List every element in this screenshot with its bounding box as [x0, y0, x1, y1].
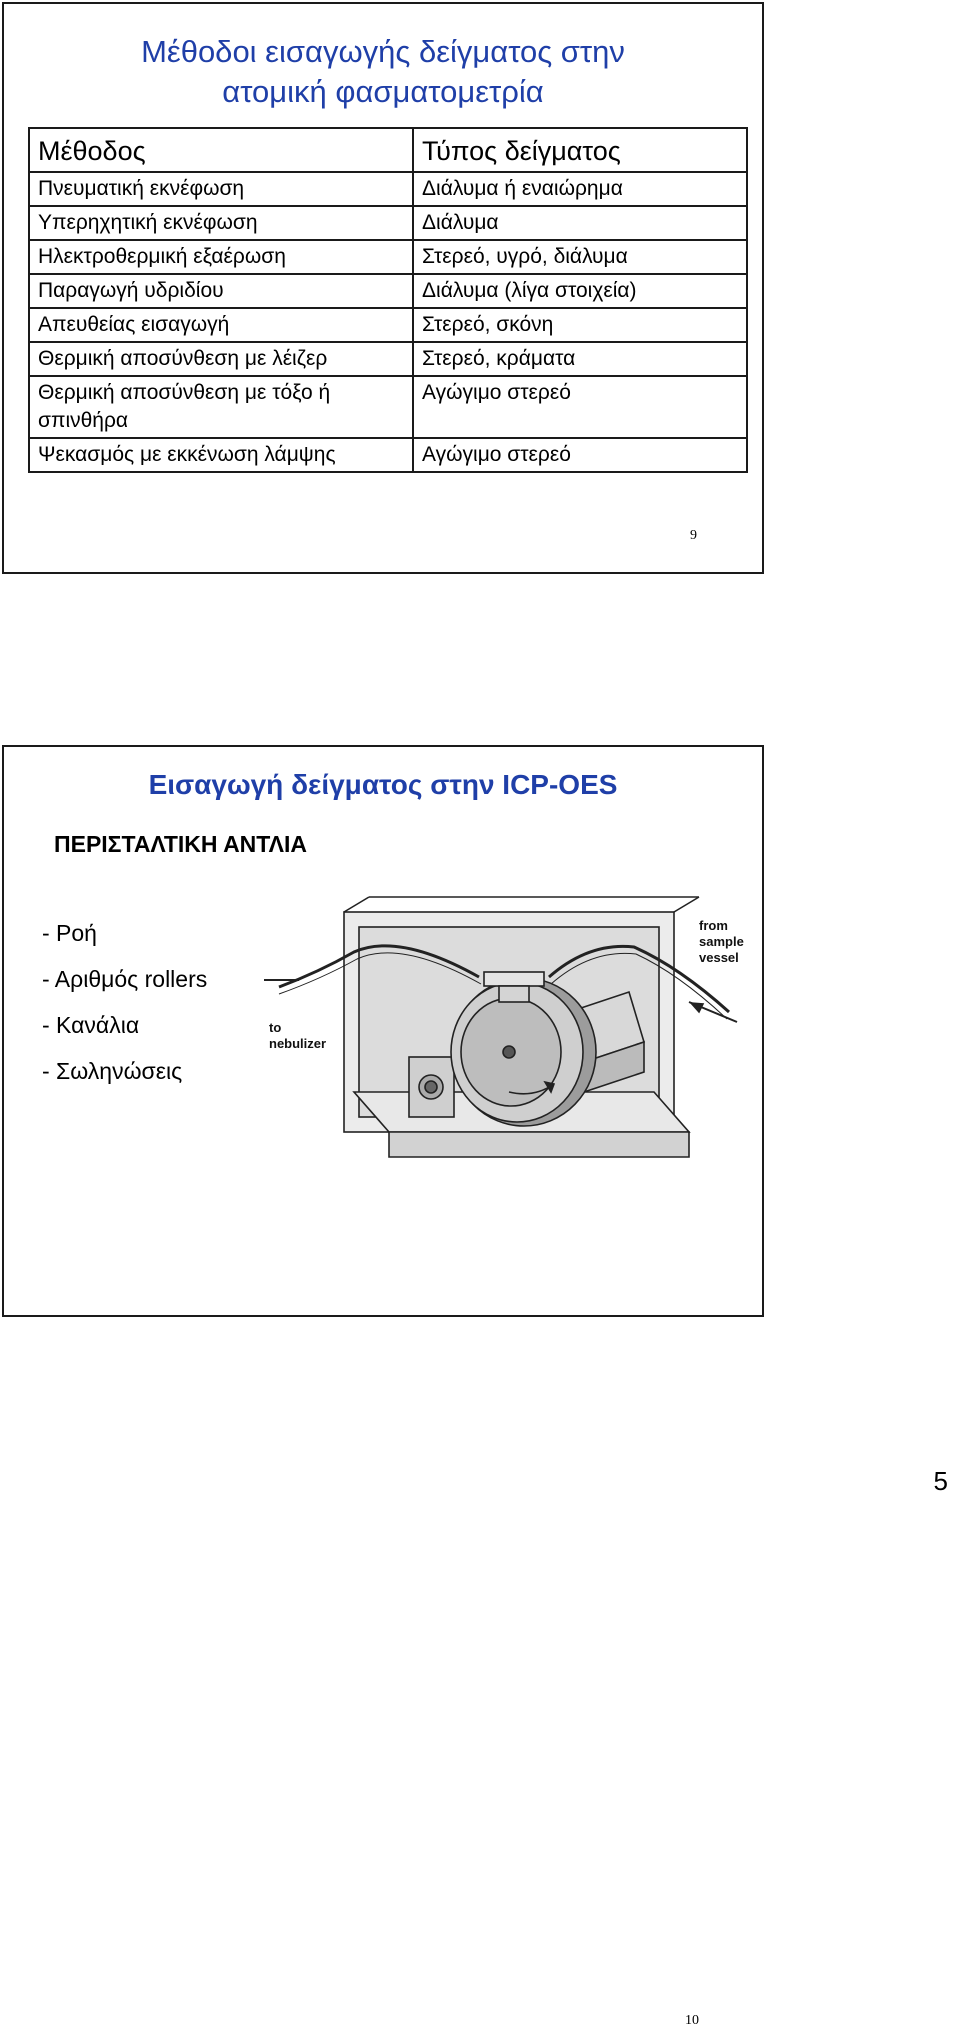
cell-sample-type: Διάλυμα	[413, 206, 747, 240]
list-item: - Κανάλια	[42, 1012, 140, 1038]
label-to-nebulizer-line-1: to	[269, 1020, 282, 1035]
slide-subtitle: ΠΕΡΙΣΤΑΛΤΙΚΗ ΑΝΤΛΙΑ	[54, 831, 307, 857]
cell-method: Υπερηχητική εκνέφωση	[29, 206, 413, 240]
cell-sample-type: Στερεό, σκόνη	[413, 308, 747, 342]
cell-sample-type: Στερεό, κράματα	[413, 342, 747, 376]
table-row	[29, 172, 747, 206]
cell-sample-type: Διάλυμα ή εναιώρημα	[413, 172, 747, 206]
label-from-vessel-line-3: vessel	[699, 950, 739, 965]
slide-title: Εισαγωγή δείγματος στην ICP-OES	[148, 769, 618, 800]
table-row	[29, 206, 747, 240]
cell-method: Παραγωγή υδριδίου	[29, 274, 413, 308]
table-row	[29, 438, 747, 472]
slide-number: 9	[690, 528, 697, 543]
label-from-vessel-line-1: from	[699, 918, 728, 933]
list-item: - Αριθμός rollers	[42, 966, 208, 992]
methods-table	[28, 127, 748, 473]
table-header-row	[29, 128, 747, 172]
slide-number: 10	[685, 2013, 699, 2028]
label-from-vessel-line-2: sample	[699, 934, 744, 949]
label-to-nebulizer-line-2: nebulizer	[269, 1036, 327, 1051]
cell-method: Θερμική αποσύνθεση με τόξο ή σπινθήρα	[29, 376, 413, 438]
cell-method: Απευθείας εισαγωγή	[29, 308, 413, 342]
slide-9	[2, 2, 764, 574]
header-method: Μέθοδος	[29, 128, 413, 172]
table-row	[29, 274, 747, 308]
cell-method: Πνευματική εκνέφωση	[29, 172, 413, 206]
header-sample-type: Τύπος δείγματος	[413, 128, 747, 172]
bullet-list	[42, 919, 207, 1103]
table-row	[29, 240, 747, 274]
cell-method: Ηλεκτροθερμική εξαέρωση	[29, 240, 413, 274]
cell-method: Ψεκασμός με εκκένωση λάμψης	[29, 438, 413, 472]
page-number: 5	[933, 1466, 948, 1496]
title-line-1: Μέθοδοι εισαγωγής δείγματος στην	[141, 34, 625, 69]
table-row	[29, 342, 747, 376]
cell-method: Θερμική αποσύνθεση με λέιζερ	[29, 342, 413, 376]
table-row	[29, 308, 747, 342]
slide-10	[2, 745, 764, 2028]
peristaltic-pump-diagram	[259, 892, 749, 1212]
title-line-2: ατομική φασματομετρία	[222, 74, 544, 109]
cell-sample-type: Αγώγιμο στερεό	[413, 376, 747, 438]
cell-sample-type: Στερεό, υγρό, διάλυμα	[413, 240, 747, 274]
cell-sample-type: Αγώγιμο στερεό	[413, 438, 747, 472]
cell-sample-type: Διάλυμα (λίγα στοιχεία)	[413, 274, 747, 308]
slide-title	[4, 32, 762, 112]
list-item: - Σωληνώσεις	[42, 1058, 183, 1084]
table-row	[29, 376, 747, 438]
list-item: - Ροή	[42, 920, 97, 946]
